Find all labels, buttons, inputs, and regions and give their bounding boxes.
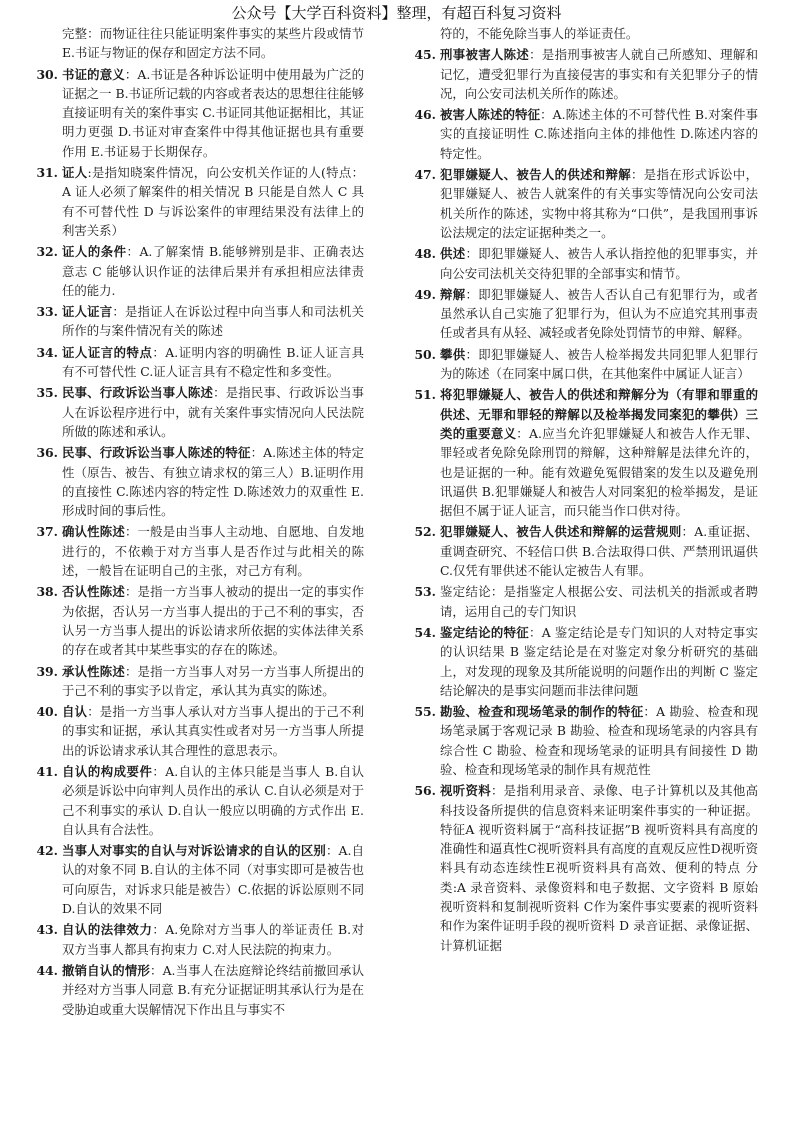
item-term: 证人 bbox=[62, 165, 88, 181]
item-text: ：即犯罪嫌疑人、被告人否认自己有犯罪行为，或者虽然承认自己实施了犯罪行为，但认为不应追究其刑事责任或者具有从轻、减轻或者免除处罚情节的申辩、解释。 bbox=[440, 286, 759, 341]
item-number: 36. bbox=[36, 445, 58, 461]
item-term: 自认的构成要件 bbox=[62, 763, 153, 779]
item-term: 鉴定结论的特征 bbox=[440, 624, 529, 640]
item-text: ：一般是由当事人主动地、自愿地、自发地进行的，不依赖于对方当事人是否作过与此相关的陈述，一般旨在证明自己的主张，对己方有利。 bbox=[62, 524, 365, 579]
item-term: 视听资料 bbox=[440, 783, 491, 799]
list-item bbox=[412, 385, 758, 520]
right-continuation-text: 符的，不能免除当事人的举证责任。 bbox=[440, 26, 639, 41]
item-text: ：A.自认的对象不同 B.自认的主体不同（对事实即可是被告也可向原告，对诉求只能是被告）C.依据的诉讼原则不同 D.自认的效果不同 bbox=[62, 843, 365, 917]
list-item bbox=[412, 522, 758, 580]
item-term: 当事人对事实的自认与对诉讼请求的自认的区别 bbox=[62, 843, 326, 859]
list-item bbox=[34, 582, 364, 659]
item-number: 35. bbox=[36, 385, 58, 401]
list-item bbox=[412, 105, 758, 163]
list-item bbox=[412, 45, 758, 103]
item-number: 43. bbox=[36, 922, 58, 938]
list-item bbox=[34, 65, 364, 161]
item-term: 刑事被害人陈述 bbox=[440, 47, 530, 63]
list-item bbox=[34, 242, 364, 300]
list-item bbox=[34, 443, 364, 520]
item-number: 40. bbox=[36, 704, 58, 720]
left-column bbox=[34, 24, 364, 1021]
list-item bbox=[412, 244, 758, 283]
item-text: ：A.陈述主体的不可替代性 B.对案件事实的直接证明性 C.陈述指向主体的排他性 D.陈述内容的特定性。 bbox=[440, 107, 759, 161]
list-item bbox=[34, 841, 364, 918]
list-item bbox=[34, 343, 364, 382]
item-text: :是指知晓案件情况，向公安机关作证的人(特点：A 证人必须了解案件的相关情况 B 只能是自然人 C 具有不可替代性 D 与诉讼案件的审理结果没有法律上的利害关系） bbox=[62, 165, 364, 238]
item-text: ：A.当事人在法庭辩论终结前撤回承认并经对方当事人同意 B.有充分证据证明其承认行为是在受胁迫或重大误解情况下作出且与事实不 bbox=[62, 962, 365, 1017]
item-text: ：A.了解案情 B.能够辨别是非、正确表达意志 C 能够认识作证的法律后果并有承担相应法律责任的能力. bbox=[62, 244, 364, 298]
item-term: 犯罪嫌疑人、被告人的供述和辩解 bbox=[440, 167, 632, 183]
item-text: ：是指一方当事人被动的提出一定的事实作为依据，否认另一方当事人提出的于己不利的事实，否认另一方当事人提出的诉讼请求所依据的实体法律关系的存在或者其中某些事实的存在的陈述。 bbox=[62, 584, 365, 658]
item-text: ：A.应当允许犯罪嫌疑人和被告人作无罪、罪轻或者免除免除刑罚的辩解，这种辩解是法律允许的，也是证据的一种。能有效避免冤假错案的发生以及避免刑讯逼供 B.犯罪嫌疑人和被告人对同案犯的检举揭发，是证据但不属于证人证言，而只能当作口供对待。 bbox=[440, 425, 758, 519]
item-term: 民事、行政诉讼当事人陈述的特征 bbox=[62, 445, 251, 461]
item-text: ：是指一方当事人承认对方当事人提出的于己不利的事实和证据，承认其真实性或者对另一方当事人所提出的诉讼请求承认其合理性的意思表示。 bbox=[62, 704, 365, 758]
item-term: 否认性陈述 bbox=[62, 584, 125, 600]
item-term: 撤销自认的情形 bbox=[62, 962, 150, 978]
item-text: ：是指民事、行政诉讼当事人在诉讼程序进行中，就有关案件事实情况向人民法院所做的陈述和承认。 bbox=[62, 385, 365, 439]
list-item bbox=[412, 623, 758, 700]
item-number: 30. bbox=[36, 66, 58, 82]
item-term: 勘验、检查和现场笔录的制作的特征 bbox=[440, 704, 644, 720]
item-term: 证人证言的特点 bbox=[62, 344, 153, 360]
item-term: 确认性陈述 bbox=[62, 524, 125, 540]
item-number: 41. bbox=[36, 763, 58, 779]
list-item bbox=[412, 285, 758, 343]
item-term: 供述 bbox=[440, 246, 466, 262]
item-term: 攀供 bbox=[440, 346, 466, 362]
list-item bbox=[34, 302, 364, 341]
item-number: 34. bbox=[36, 344, 58, 360]
item-number: 55. bbox=[414, 704, 436, 720]
list-item bbox=[34, 522, 364, 580]
item-text: ：A 勘验、检查和现场笔录属于客观记录 B 勘验、检查和现场笔录的内容具有综合性 C 勘验、检查和现场笔录的证明具有间接性 D 勘验、检查和现场笔录的制作具有规范性 bbox=[440, 704, 758, 777]
item-text: ：是指证人在诉讼过程中向当事人和司法机关所作的与案件情况有关的陈述 bbox=[62, 304, 365, 339]
item-text: ：A.陈述主体的特定性（原告、被告、有独立请求权的第三人）B.证明作用的直接性 C.陈述内容的特定性 D.陈述效力的双重性 E.形成时间的事后性。 bbox=[62, 445, 365, 519]
item-number: 56. bbox=[414, 783, 436, 799]
list-item bbox=[34, 961, 364, 1019]
item-term: 自认的法律效力 bbox=[62, 922, 153, 938]
item-text: ：即犯罪嫌疑人、被告人承认指控他的犯罪事实，并向公安司法机关交待犯罪的全部事实和情节。 bbox=[440, 246, 759, 281]
right-column bbox=[412, 24, 758, 957]
item-term: 证人的条件 bbox=[62, 244, 127, 260]
list-item bbox=[34, 702, 364, 760]
item-term: 被害人陈述的特征 bbox=[440, 107, 541, 123]
list-item bbox=[34, 920, 364, 959]
item-term: 承认性陈述 bbox=[62, 663, 125, 679]
item-number: 45. bbox=[414, 47, 436, 63]
item-text: ：A.重证据、重调查研究、不轻信口供 B.合法取得口供、严禁刑讯逼供 C.仅凭有罪供述不能认定被告人有罪。 bbox=[440, 524, 758, 579]
list-item bbox=[412, 781, 758, 955]
item-term: 将犯罪嫌疑人、被告人的供述和辩解分为（有罪和罪重的供述、无罪和罪轻的辩解以及检举揭发同案犯的攀供）三类的重要意义 bbox=[440, 387, 758, 441]
list-item bbox=[412, 702, 758, 779]
list-item bbox=[34, 762, 364, 839]
item-term: 犯罪嫌疑人、被告人供述和辩解的运营规则 bbox=[440, 524, 682, 540]
item-number: 53. bbox=[414, 584, 436, 600]
item-term: 辩解 bbox=[440, 286, 466, 302]
item-term: 书证的意义 bbox=[62, 66, 125, 82]
item-number: 37. bbox=[36, 524, 58, 540]
item-term: 民事、行政诉讼当事人陈述 bbox=[62, 385, 214, 401]
item-number: 50. bbox=[414, 346, 436, 362]
list-item bbox=[34, 383, 364, 441]
item-term: 证人证言 bbox=[62, 304, 113, 320]
item-text: ：是指刑事被害人就自己所感知、理解和记忆，遭受犯罪行为直接侵害的事实和有关犯罪分子的情况，向公安司法机关所作的陈述。 bbox=[440, 47, 759, 101]
item-text: ：是指在形式诉讼中，犯罪嫌疑人、被告人就案件的有关事实等情况向公安司法机关所作的陈述，实物中将其称为“口供”，是我国刑事诉讼法规定的法定证据种类之一。 bbox=[440, 167, 759, 240]
item-number: 49. bbox=[414, 286, 436, 302]
item-text: ：A.免除对方当事人的举证责任 B.对双方当事人都具有拘束力 C.对人民法院的拘束力。 bbox=[62, 922, 365, 957]
item-number: 48. bbox=[414, 246, 436, 262]
item-text: ：A 鉴定结论是专门知识的人对特定事实的认识结果 B 鉴定结论是在对鉴定对象分析研究的基础上，对发现的现象及其所能说明的问题作出的判断 C 鉴定结论解决的是事实问题而非法律问题 bbox=[440, 624, 759, 698]
right-items bbox=[412, 45, 758, 955]
item-number: 44. bbox=[36, 962, 58, 978]
item-number: 47. bbox=[414, 167, 436, 183]
list-item bbox=[34, 163, 364, 240]
left-items bbox=[34, 65, 364, 1019]
item-number: 54. bbox=[414, 624, 436, 640]
list-item bbox=[34, 662, 364, 701]
list-item bbox=[412, 345, 758, 384]
item-number: 31. bbox=[36, 165, 58, 181]
item-text: ：A.证明内容的明确性 B.证人证言具有不可替代性 C.证人证言具有不稳定性和多变性。 bbox=[62, 344, 365, 380]
item-number: 33. bbox=[36, 304, 58, 320]
item-text: ：A.书证是各种诉讼证明中使用最为广泛的证据之一 B.书证所记载的内容或者表达的思想往往能够直接证明有关的案件事实 C.书证同其他证据相比，其证明力更强 D.书证对审查案件中得其他证据也具有重要作用 E.书证易于长期保存。 bbox=[62, 66, 365, 159]
item-text: ：A.自认的主体只能是当事人 B.自认必须是诉讼中向审判人员作出的承认 C.自认必须是对于己不利事实的承认 D.自认一般应以明确的方式作出 E.自认具有合法性。 bbox=[62, 763, 365, 837]
item-number: 51. bbox=[414, 387, 436, 403]
item-text: ：是指利用录音、录像、电子计算机以及其他高科技设备所提供的信息资料来证明案件事实的一种证据。特征A 视听资料属于“高科技证据”B 视听资料具有高度的准确性和逼真性C视听资料具有高度的直观反应性D视听资料具有动态连续性E视听资料具有高效、便利的特点 分类:A 录音资料、录像资料和电子数据、文字资料 B 原始视听资料和复制视听资料 C作为案件事实要素的视听资料和作为案件证明手段的视听资料 D 录音证据、录像证据、计算机证据 bbox=[440, 783, 759, 953]
page-header: 公众号【大学百科资料】整理，有超百科复习资料 bbox=[231, 4, 562, 22]
item-term: 自认 bbox=[62, 704, 88, 720]
item-number: 32. bbox=[36, 244, 58, 260]
item-number: 52. bbox=[414, 524, 436, 540]
item-number: 38. bbox=[36, 584, 58, 600]
item-text: ：是指一方当事人对另一方当事人所提出的于己不利的事实予以肯定，承认其为真实的陈述。 bbox=[62, 663, 365, 698]
list-item bbox=[412, 165, 758, 242]
item-text: 鉴定结论：是指鉴定人根据公安、司法机关的指派或者聘请，运用自己的专门知识 bbox=[440, 584, 758, 619]
item-text: ：即犯罪嫌疑人、被告人检举揭发共同犯罪人犯罪行为的陈述（在同案中属口供，在其他案件中属证人证言） bbox=[440, 346, 759, 382]
item-number: 39. bbox=[36, 663, 58, 679]
left-continuation-text: 完整：而物证往往只能证明案件事实的某些片段或情节 E.书证与物证的保存和固定方法不同。 bbox=[62, 26, 364, 61]
item-number: 42. bbox=[36, 843, 58, 859]
list-item bbox=[412, 582, 758, 621]
item-number: 46. bbox=[414, 107, 436, 123]
